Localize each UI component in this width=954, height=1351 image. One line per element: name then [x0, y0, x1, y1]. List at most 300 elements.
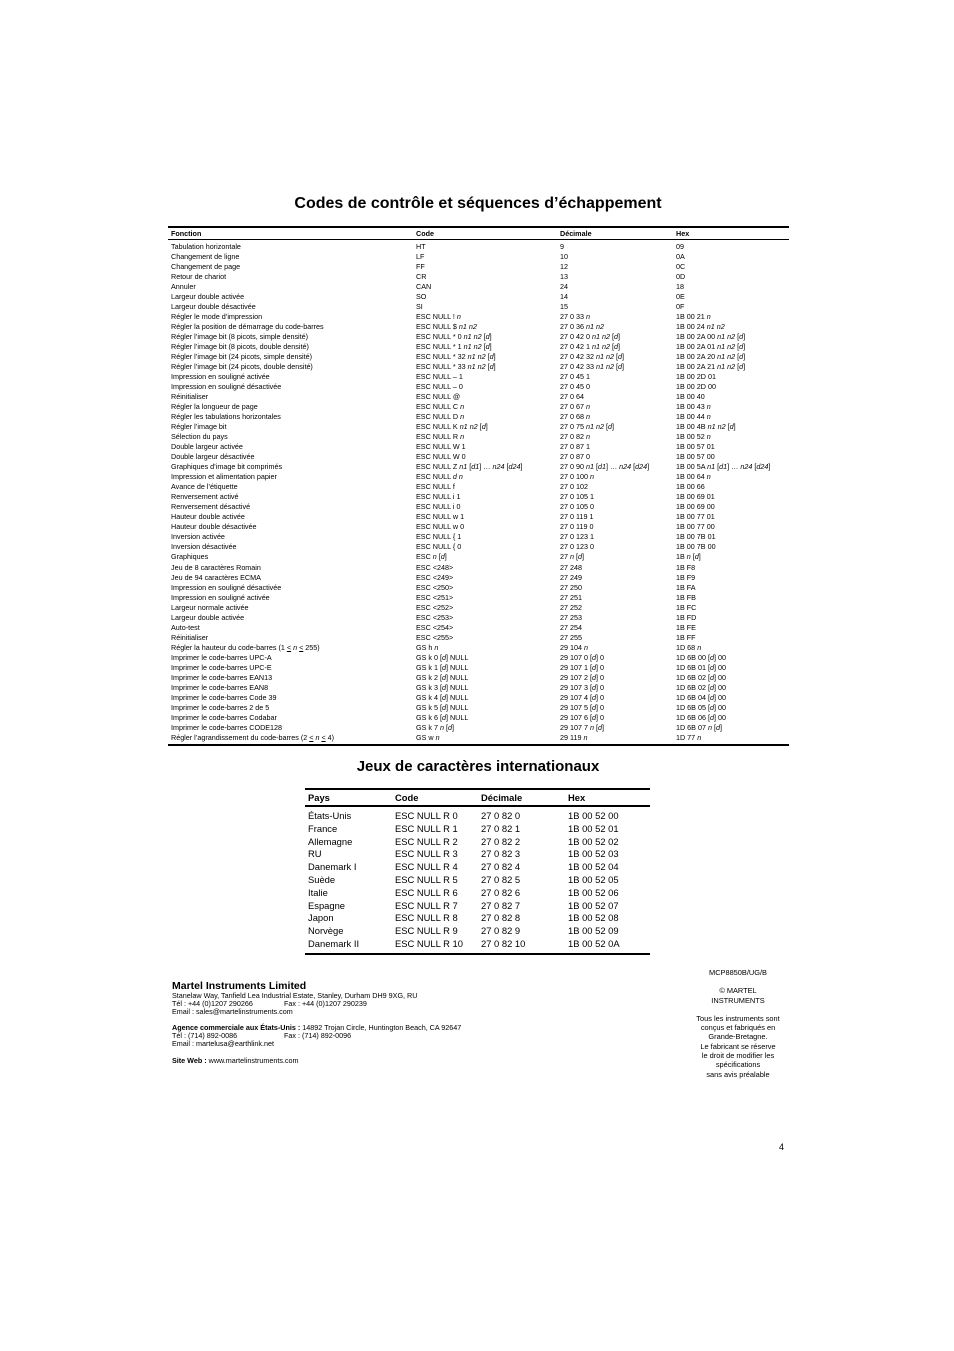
- code-cell: ESC NULL K n1 n2 [d]: [416, 422, 488, 432]
- code-cell: ESC NULL R n: [416, 432, 465, 442]
- function-cell: Régler l’image bit (24 picots, simple densité): [171, 352, 313, 362]
- table-row: [168, 723, 789, 733]
- code-cell: ESC NULL R 10: [395, 937, 463, 949]
- code-cell: ESC NULL ! n: [416, 312, 461, 322]
- table-row: [168, 593, 789, 603]
- hex-cell: 1B 00 43 n: [676, 402, 711, 412]
- function-cell: Régler la position de démarrage du code-barres: [171, 322, 324, 332]
- uk-email: Email : sales@martelinstruments.com: [172, 1007, 293, 1017]
- code-cell: ESC <255>: [416, 632, 454, 642]
- function-cell: Imprimer le code-barres CODE128: [171, 722, 283, 732]
- us-fax: Fax : (714) 892-0096: [284, 1031, 352, 1041]
- table-row: [168, 733, 789, 745]
- code-cell: ESC NULL * 0 n1 n2 [d]: [416, 332, 492, 342]
- function-cell: Danemark II: [308, 937, 360, 949]
- hex-cell: 1B n [d]: [676, 552, 701, 562]
- table-row: [168, 240, 789, 253]
- hex-cell: 1B 00 52 n: [676, 432, 711, 442]
- hex-cell: 1B 00 52 09: [568, 925, 619, 937]
- hex-cell: 1B FE: [676, 622, 696, 632]
- hex-cell: 1B 00 2A 20 n1 n2 [d]: [676, 352, 746, 362]
- decimal-cell: 27 0 82 1: [481, 822, 521, 834]
- hex-cell: 1B 00 52 00: [568, 810, 619, 821]
- table-row: [168, 653, 789, 663]
- code-cell: ESC NULL d n: [416, 472, 463, 482]
- decimal-cell: 27 0 105 1: [560, 492, 594, 502]
- code-cell: ESC NULL R 7: [395, 899, 458, 911]
- decimal-cell: 24: [560, 282, 568, 292]
- intl-charsets-title: Jeux de caractères internationaux: [356, 758, 600, 775]
- function-cell: Auto-test: [171, 622, 200, 632]
- function-cell: Double largeur activée: [171, 442, 243, 452]
- code-cell: ESC NULL w 0: [416, 522, 465, 532]
- hex-cell: 0C: [676, 262, 686, 272]
- function-cell: Hauteur double activée: [171, 512, 245, 522]
- column-header-decimale: Décimale: [557, 227, 673, 240]
- code-cell: ESC NULL R 3: [395, 848, 458, 860]
- code-cell: ESC NULL R 1: [395, 822, 458, 834]
- table-row: [168, 673, 789, 683]
- function-cell: Annuler: [171, 282, 196, 292]
- table-row: [168, 422, 789, 432]
- us-agency: [172, 1024, 632, 1032]
- column-header-decimale: Décimale: [478, 789, 565, 806]
- function-cell: Inversion désactivée: [171, 542, 237, 552]
- table-row: [305, 836, 650, 849]
- code-cell: GS k 4 [d] NULL: [416, 692, 469, 702]
- table-row: [168, 462, 789, 472]
- function-cell: Sélection du pays: [171, 432, 228, 442]
- us-tel: Tél : (714) 892-0086: [172, 1031, 238, 1041]
- table-row: [168, 492, 789, 502]
- code-cell: ESC NULL R 5: [395, 873, 458, 885]
- decimal-cell: 27 0 36 n1 n2: [560, 322, 604, 332]
- code-cell: HT: [416, 242, 426, 251]
- company-info: [172, 980, 632, 1065]
- function-cell: Imprimer le code-barres EAN13: [171, 672, 273, 682]
- decimal-cell: 27 0 45 0: [560, 382, 590, 392]
- function-cell: Impression en souligné désactivée: [171, 382, 282, 392]
- function-cell: Impression en souligné désactivée: [171, 582, 282, 592]
- table-row: [168, 452, 789, 462]
- code-cell: ESC <249>: [416, 572, 454, 582]
- code-cell: GS k 0 [d] NULL: [416, 652, 469, 662]
- code-cell: ESC NULL R 4: [395, 861, 458, 873]
- hex-cell: 1B 00 7B 01: [676, 532, 716, 542]
- table-row: [168, 292, 789, 302]
- hex-cell: 1B 00 57 00: [676, 452, 715, 462]
- function-cell: Impression en souligné activée: [171, 372, 270, 382]
- decimal-cell: 27 0 90 n1 [d1] … n24 [d24]: [560, 462, 650, 472]
- table-row: [168, 502, 789, 512]
- function-cell: Régler le mode d’impression: [171, 312, 263, 322]
- decimal-cell: 27 0 82 4: [481, 861, 521, 873]
- table-row: [168, 322, 789, 332]
- code-cell: ESC NULL W 0: [416, 452, 466, 462]
- control-codes-table: [168, 226, 789, 746]
- column-header-hex: Hex: [673, 227, 789, 240]
- table-row: [168, 442, 789, 452]
- decimal-cell: 12: [560, 262, 568, 272]
- table-row: [168, 693, 789, 703]
- table-row: [168, 302, 789, 312]
- notice-line: Tous les instruments sont: [696, 1013, 780, 1023]
- code-cell: ESC NULL { 1: [416, 532, 462, 542]
- function-cell: Impression en souligné activée: [171, 592, 270, 602]
- table-row: [168, 362, 789, 372]
- code-cell: ESC NULL f: [416, 482, 455, 492]
- decimal-cell: 27 0 82 8: [481, 912, 521, 924]
- decimal-cell: 27 0 82 6: [481, 886, 521, 898]
- decimal-cell: 27 0 42 1 n1 n2 [d]: [560, 342, 620, 352]
- function-cell: Imprimer le code-barres EAN8: [171, 682, 269, 692]
- notice-line: Grande-Bretagne.: [708, 1032, 768, 1042]
- function-cell: Largeur normale activée: [171, 602, 249, 612]
- website-label: Site Web :: [172, 1055, 207, 1065]
- decimal-cell: 27 0 87 0: [560, 452, 590, 462]
- notice-line: sans avis préalable: [706, 1069, 770, 1079]
- hex-cell: 1B 00 52 0A: [568, 937, 620, 949]
- decimal-cell: 14: [560, 292, 568, 302]
- table-header-row: [305, 789, 650, 806]
- decimal-cell: 27 252: [560, 602, 582, 612]
- decimal-cell: 29 107 5 [d] 0: [560, 702, 604, 712]
- column-header-pays: Pays: [305, 789, 392, 806]
- hex-cell: 18: [676, 282, 684, 292]
- hex-cell: 1D 6B 01 [d] 00: [676, 662, 726, 672]
- decimal-cell: 27 0 45 1: [560, 372, 590, 382]
- hex-cell: 1B 00 69 01: [676, 492, 715, 502]
- decimal-cell: 29 104 n: [560, 642, 588, 652]
- code-cell: ESC NULL R 6: [395, 886, 458, 898]
- function-cell: Renversement activé: [171, 492, 239, 502]
- hex-cell: 1D 77 n: [676, 732, 702, 742]
- code-cell: ESC <250>: [416, 582, 454, 592]
- code-cell: ESC NULL R 8: [395, 912, 458, 924]
- function-cell: Italie: [308, 886, 328, 898]
- hex-cell: 1B 00 52 08: [568, 912, 619, 924]
- table-row: [168, 703, 789, 713]
- code-cell: GS k 6 [d] NULL: [416, 712, 469, 722]
- hex-cell: 1B 00 77 00: [676, 522, 715, 532]
- table-row: [168, 262, 789, 272]
- function-cell: États-Unis: [308, 810, 352, 821]
- decimal-cell: 27 0 123 0: [560, 542, 594, 552]
- table-row: [168, 512, 789, 522]
- code-cell: ESC NULL R 9: [395, 925, 458, 937]
- code-cell: ESC NULL D n: [416, 412, 465, 422]
- hex-cell: 1B 00 52 06: [568, 886, 619, 898]
- table-row: [168, 563, 789, 573]
- function-cell: Jeu de 94 caractères ECMA: [171, 572, 261, 582]
- decimal-cell: 27 0 82 5: [481, 873, 521, 885]
- decimal-cell: 27 249: [560, 572, 582, 582]
- table-row: [168, 332, 789, 342]
- hex-cell: 1D 6B 02 [d] 00: [676, 682, 726, 692]
- code-cell: CAN: [416, 282, 432, 292]
- decimal-cell: 27 0 82 10: [481, 937, 526, 949]
- decimal-cell: 29 107 6 [d] 0: [560, 712, 604, 722]
- function-cell: Imprimer le code-barres 2 de 5: [171, 702, 270, 712]
- hex-cell: 1B F9: [676, 572, 696, 582]
- code-cell: ESC NULL C n: [416, 402, 465, 412]
- function-cell: Régler l’image bit: [171, 422, 227, 432]
- table-row: [168, 663, 789, 673]
- table-row: [168, 713, 789, 723]
- code-cell: ESC NULL $ n1 n2: [416, 322, 477, 332]
- code-cell: ESC <252>: [416, 602, 454, 612]
- function-cell: Largeur double activée: [171, 292, 245, 302]
- decimal-cell: 27 248: [560, 562, 582, 572]
- code-cell: ESC NULL { 0: [416, 542, 462, 552]
- decimal-cell: 27 0 82 3: [481, 848, 521, 860]
- table-row: [168, 432, 789, 442]
- hex-cell: 1B 00 2A 01 n1 n2 [d]: [676, 342, 746, 352]
- function-cell: Imprimer le code-barres Codabar: [171, 712, 277, 722]
- decimal-cell: 27 255: [560, 632, 582, 642]
- table-row: [168, 472, 789, 482]
- decimal-cell: 27 0 64: [560, 392, 584, 402]
- code-cell: ESC NULL i 0: [416, 502, 461, 512]
- notice-line: conçus et fabriqués en: [700, 1023, 776, 1033]
- notice-line: le droit de modifier les: [701, 1051, 775, 1061]
- column-header-fonction: Fonction: [168, 227, 413, 240]
- code-cell: ESC <251>: [416, 592, 454, 602]
- decimal-cell: 27 0 67 n: [560, 402, 590, 412]
- decimal-cell: 27 0 82 7: [481, 899, 521, 911]
- table-row: [168, 552, 789, 562]
- function-cell: Suède: [308, 873, 336, 885]
- uk-tel: Tél : +44 (0)1207 290266: [172, 999, 253, 1009]
- function-cell: Tabulation horizontale: [171, 242, 241, 251]
- code-cell: FF: [416, 262, 425, 272]
- website: [172, 1057, 632, 1065]
- table-row: [168, 482, 789, 492]
- code-cell: GS h n: [416, 642, 439, 652]
- code-cell: LF: [416, 252, 425, 262]
- code-cell: CR: [416, 272, 427, 282]
- function-cell: Changement de page: [171, 262, 241, 272]
- function-cell: Renversement désactivé: [171, 502, 251, 512]
- hex-cell: 1B F8: [676, 562, 696, 572]
- table-row: [168, 382, 789, 392]
- function-cell: Japon: [308, 912, 334, 924]
- function-cell: Jeu de 8 caractères Romain: [171, 562, 261, 572]
- decimal-cell: 29 107 7 n [d]: [560, 722, 604, 732]
- function-cell: Largeur double activée: [171, 612, 245, 622]
- us-agency-address: 14892 Trojan Circle, Huntington Beach, CA 92647: [300, 1023, 462, 1033]
- decimal-cell: 27 0 82 0: [481, 810, 521, 821]
- hex-cell: 0F: [676, 302, 685, 312]
- function-cell: Régler la hauteur du code-barres (1 < n < 255): [171, 642, 320, 652]
- code-cell: ESC NULL Z n1 [d1] … n24 [d24]: [416, 462, 523, 472]
- hex-cell: 1B 00 21 n: [676, 312, 711, 322]
- manufacturer-notice: [668, 1014, 808, 1079]
- function-cell: Norvège: [308, 925, 344, 937]
- hex-cell: 1B 00 69 00: [676, 502, 715, 512]
- code-cell: ESC NULL * 32 n1 n2 [d]: [416, 352, 496, 362]
- table-row: [168, 542, 789, 552]
- code-cell: GS k 7 n [d]: [416, 722, 454, 732]
- code-cell: ESC <248>: [416, 562, 454, 572]
- decimal-cell: 27 0 87 1: [560, 442, 590, 452]
- hex-cell: 1B 00 7B 00: [676, 542, 716, 552]
- code-cell: GS k 5 [d] NULL: [416, 702, 469, 712]
- table-row: [168, 583, 789, 593]
- table-row: [305, 912, 650, 925]
- hex-cell: 1B 00 40: [676, 392, 705, 402]
- us-agency-label: Agence commerciale aux États-Unis :: [172, 1023, 301, 1033]
- table-row: [305, 861, 650, 874]
- table-row: [168, 392, 789, 402]
- hex-cell: 1B 00 52 07: [568, 899, 619, 911]
- hex-cell: 0A: [676, 252, 685, 262]
- decimal-cell: 9: [560, 242, 564, 251]
- column-header-code: Code: [392, 789, 478, 806]
- company-name: Martel Instruments Limited: [172, 980, 307, 992]
- code-cell: ESC NULL – 0: [416, 382, 463, 392]
- table-row: [168, 272, 789, 282]
- table-row: [168, 352, 789, 362]
- function-cell: France: [308, 822, 338, 834]
- hex-cell: 1D 6B 02 [d] 00: [676, 672, 726, 682]
- code-cell: GS k 3 [d] NULL: [416, 682, 469, 692]
- table-row: [168, 282, 789, 292]
- function-cell: Régler l’image bit (24 picots, double densité): [171, 362, 313, 372]
- hex-cell: 1D 6B 06 [d] 00: [676, 712, 726, 722]
- code-cell: GS k 1 [d] NULL: [416, 662, 469, 672]
- decimal-cell: 27 0 82 2: [481, 835, 521, 847]
- doc-reference: MCP8850B/UG/B: [709, 968, 767, 977]
- function-cell: Graphiques d’image bit comprimés: [171, 462, 283, 472]
- decimal-cell: 27 0 33 n: [560, 312, 590, 322]
- function-cell: Imprimer le code-barres UPC-A: [171, 652, 272, 662]
- uk-fax: Fax : +44 (0)1207 290239: [284, 999, 367, 1009]
- decimal-cell: 29 107 0 [d] 0: [560, 652, 604, 662]
- table-row: [305, 887, 650, 900]
- copyright: [668, 986, 808, 1005]
- hex-cell: 1B 00 52 02: [568, 835, 619, 847]
- hex-cell: 1B 00 64 n: [676, 472, 711, 482]
- hex-cell: 1B 00 5A n1 [d1] … n24 [d24]: [676, 462, 771, 472]
- copyright-line: © MARTEL: [719, 986, 757, 996]
- code-cell: ESC NULL R 0: [395, 810, 458, 821]
- side-notice: [668, 968, 808, 1079]
- decimal-cell: 27 n [d]: [560, 552, 584, 562]
- copyright-line: INSTRUMENTS: [711, 995, 765, 1005]
- table-row: [305, 823, 650, 836]
- hex-cell: 1B 00 44 n: [676, 412, 711, 422]
- table-row: [305, 938, 650, 954]
- table-row: [168, 643, 789, 653]
- hex-cell: 1B 00 2D 01: [676, 372, 716, 382]
- hex-cell: 1B FC: [676, 602, 697, 612]
- decimal-cell: 29 107 1 [d] 0: [560, 662, 604, 672]
- function-cell: Retour de chariot: [171, 272, 227, 282]
- function-cell: Régler la longueur de page: [171, 402, 258, 412]
- hex-cell: 1B 00 77 01: [676, 512, 715, 522]
- table-row: [305, 806, 650, 823]
- function-cell: Régler l’image bit (8 picots, double densité): [171, 342, 309, 352]
- table-row: [305, 848, 650, 861]
- hex-cell: 1B 00 2A 00 n1 n2 [d]: [676, 332, 746, 342]
- function-cell: Double largeur désactivée: [171, 452, 255, 462]
- function-cell: Largeur double désactivée: [171, 302, 256, 312]
- decimal-cell: 13: [560, 272, 568, 282]
- column-header-hex: Hex: [565, 789, 650, 806]
- column-header-code: Code: [413, 227, 557, 240]
- hex-cell: 1B FB: [676, 592, 696, 602]
- control-codes-title: Codes de contrôle et séquences d’échappement: [294, 195, 662, 212]
- hex-cell: 1B 00 66: [676, 482, 705, 492]
- hex-cell: 1B 00 2D 00: [676, 382, 716, 392]
- hex-cell: 1B 00 52 01: [568, 822, 619, 834]
- decimal-cell: 27 0 68 n: [560, 412, 590, 422]
- function-cell: Imprimer le code-barres UPC-E: [171, 662, 272, 672]
- table-row: [168, 372, 789, 382]
- table-row: [168, 603, 789, 613]
- hex-cell: 0D: [676, 272, 686, 282]
- function-cell: Réinitialiser: [171, 392, 209, 402]
- hex-cell: 09: [676, 242, 684, 251]
- decimal-cell: 27 0 123 1: [560, 532, 594, 542]
- notice-line: spécifications: [715, 1060, 761, 1070]
- hex-cell: 1B 00 52 03: [568, 848, 619, 860]
- decimal-cell: 27 0 102: [560, 482, 588, 492]
- table-row: [305, 874, 650, 887]
- decimal-cell: 27 0 75 n1 n2 [d]: [560, 422, 614, 432]
- decimal-cell: 29 107 2 [d] 0: [560, 672, 604, 682]
- decimal-cell: 27 0 100 n: [560, 472, 594, 482]
- hex-cell: 1D 6B 00 [d] 00: [676, 652, 726, 662]
- code-cell: GS k 2 [d] NULL: [416, 672, 469, 682]
- hex-cell: 1B 00 2A 21 n1 n2 [d]: [676, 362, 746, 372]
- us-email: Email : martelusa@earthlink.net: [172, 1039, 274, 1049]
- page-number: 4: [779, 1142, 785, 1152]
- decimal-cell: 29 119 n: [560, 732, 588, 742]
- function-cell: Inversion activée: [171, 532, 225, 542]
- code-cell: ESC NULL – 1: [416, 372, 463, 382]
- function-cell: Changement de ligne: [171, 252, 240, 262]
- website-url: www.martelinstruments.com: [206, 1055, 299, 1065]
- hex-cell: 1B FF: [676, 632, 696, 642]
- function-cell: Danemark I: [308, 861, 357, 873]
- hex-cell: 1B FA: [676, 582, 696, 592]
- decimal-cell: 27 251: [560, 592, 582, 602]
- code-cell: ESC NULL @: [416, 392, 461, 402]
- table-row: [168, 312, 789, 322]
- table-row: [168, 683, 789, 693]
- function-cell: Hauteur double désactivée: [171, 522, 257, 532]
- decimal-cell: 27 0 42 32 n1 n2 [d]: [560, 352, 624, 362]
- table-row: [168, 573, 789, 583]
- decimal-cell: 27 0 82 9: [481, 925, 521, 937]
- hex-cell: 1B 00 24 n1 n2: [676, 322, 725, 332]
- decimal-cell: 27 0 119 1: [560, 512, 594, 522]
- table-row: [305, 925, 650, 938]
- code-cell: ESC NULL * 1 n1 n2 [d]: [416, 342, 492, 352]
- function-cell: RU: [308, 848, 322, 860]
- table-row: [168, 633, 789, 643]
- code-cell: ESC <254>: [416, 622, 454, 632]
- company-address: Stanelaw Way, Tanfield Lea Industrial Estate, Stanley, Durham DH9 9XG, RU: [172, 991, 418, 1000]
- decimal-cell: 15: [560, 302, 568, 312]
- decimal-cell: 27 0 42 0 n1 n2 [d]: [560, 332, 620, 342]
- decimal-cell: 27 0 105 0: [560, 502, 594, 512]
- hex-cell: 1D 6B 05 [d] 00: [676, 702, 726, 712]
- table-row: [305, 900, 650, 913]
- decimal-cell: 27 254: [560, 622, 582, 632]
